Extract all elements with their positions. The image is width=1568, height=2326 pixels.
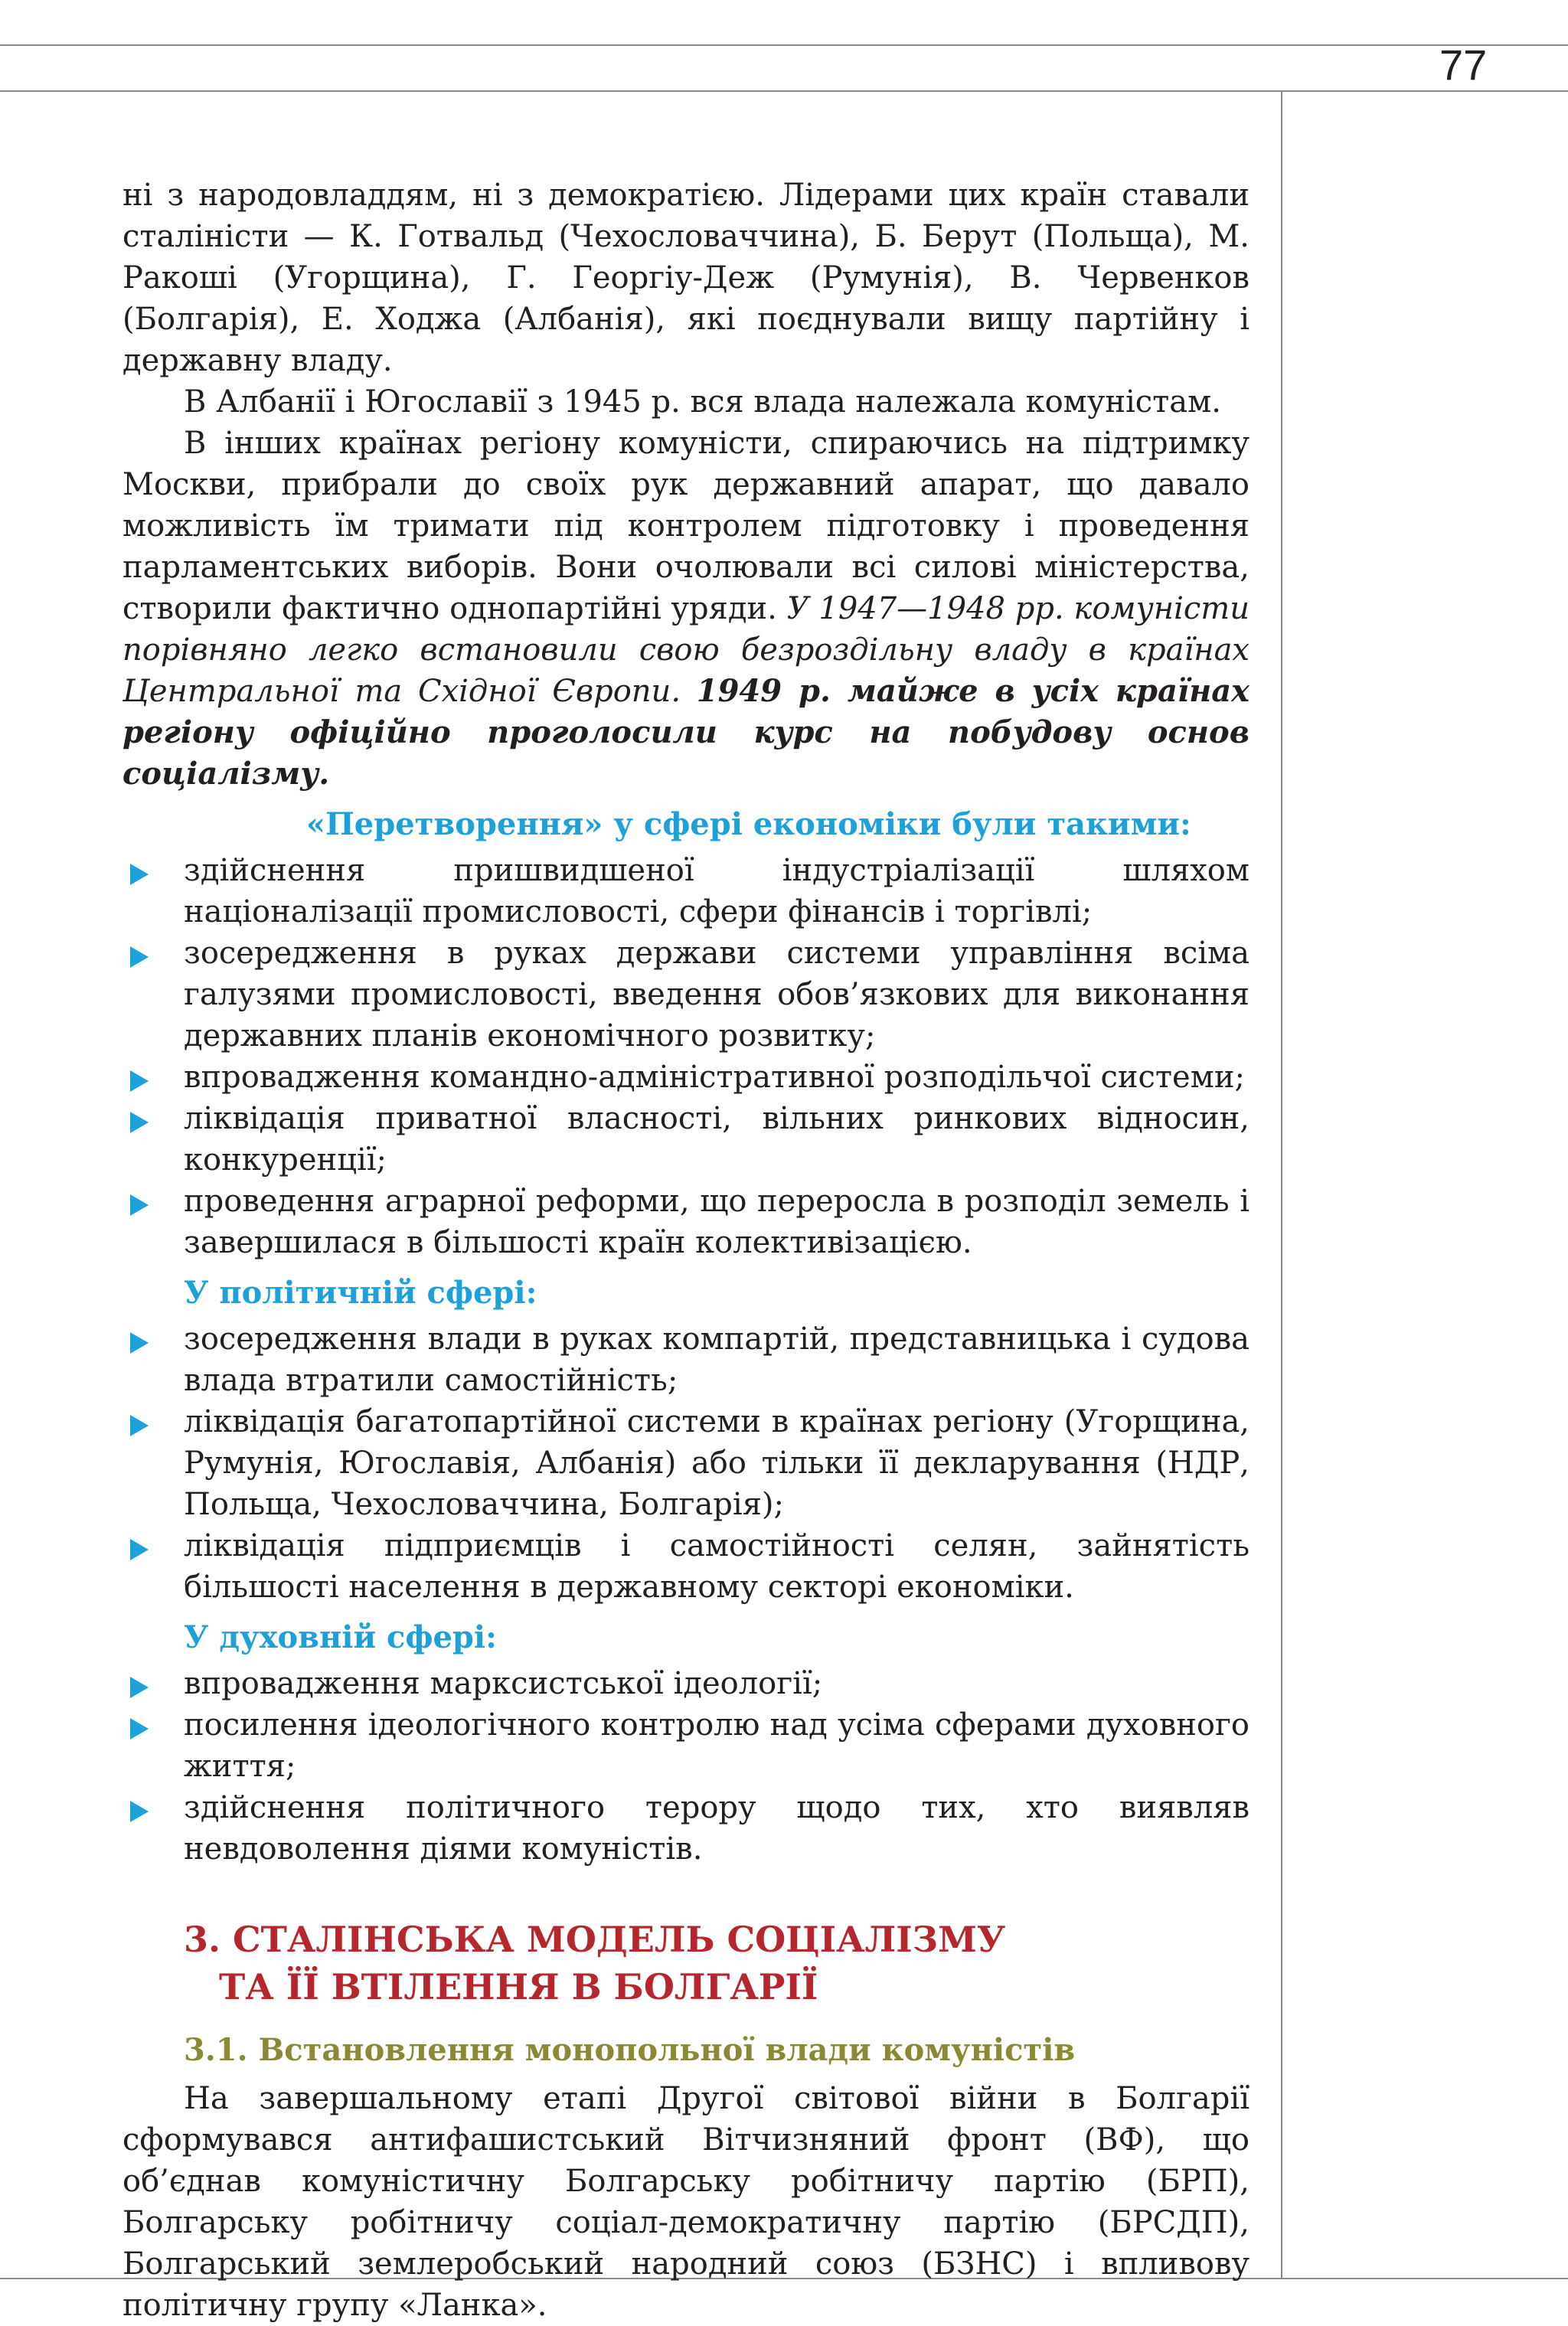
list-item-text: здійснення політичного терору щодо тих, хто виявляв невдоволення діями комуністів. [184,1790,1250,1867]
page-content [122,175,1250,2326]
header-top-rule [0,44,1568,46]
list-item-text: впровадження командно-адміністративної розподільчої системи; [184,1060,1245,1095]
header-bottom-rule [0,90,1568,92]
triangle-bullet-icon [130,946,149,968]
paragraph-2: В Албанії і Югославії з 1945 р. вся влада належала комуністам. [184,384,1221,420]
paragraph-3 [122,423,1250,795]
list-item [122,1704,1250,1787]
list-item [122,1401,1250,1525]
triangle-bullet-icon [130,1415,149,1436]
section-3-title [184,1916,1250,2011]
triangle-bullet-icon [130,1677,149,1698]
list-item [122,850,1250,933]
section-3-1-paragraph: На завершальному етапі Другої світової війни в Болгарії сформувався антифашистський Вітчизняний фронт (ВФ), що об’єднав комуністичну Болгарську робітничу партію (БРП), Болгарську робітничу соціал-демократичну партію (БРСДП), Болгарський землеробський народний союз (БЗНС) і впливову політичну групу «Ланка». [122,2081,1250,2323]
economy-heading: «Перетворення» у сфері економіки були такими: [306,806,1191,842]
triangle-bullet-icon [130,1332,149,1354]
list-item-text: проведення аграрної реформи, що переросла в розподіл земель і завершилася в більшості країн колективізацією. [184,1184,1250,1260]
paragraph-3-bold-italic: 1949 р. майже в усіх країнах регіону офіційно проголосили курс на побудову основ соціалізму. [122,673,1250,792]
spiritual-list [122,1663,1250,1870]
spiritual-heading: У духовній сфері: [184,1619,497,1655]
triangle-bullet-icon [130,1194,149,1216]
economy-list [122,850,1250,1263]
triangle-bullet-icon [130,1112,149,1133]
triangle-bullet-icon [130,1070,149,1092]
list-item-text: ліквідація багатопартійної системи в країнах регіону (Угорщина, Румунія, Югославія, Албанія) або тільки її декларування (НДР, Польща, Чехословаччина, Болгарія); [184,1404,1250,1522]
politics-heading: У політичній сфері: [184,1275,537,1311]
list-item-text: ліквідація приватної власності, вільних ринкових відносин, конкуренції; [184,1101,1250,1178]
list-item [122,933,1250,1057]
section-3-1-title: 3.1. Встановлення монопольної влади комуністів [184,2032,1076,2068]
list-item-text: посилення ідеологічного контролю над усіма сферами духовного життя; [184,1707,1250,1784]
triangle-bullet-icon [130,1539,149,1560]
list-item-text: впровадження марксистської ідеології; [184,1666,823,1701]
list-item-text: ліквідація підприємців і самостійності селян, зайнятість більшості населення в державному секторі економіки. [184,1528,1250,1605]
margin-vertical-rule [1281,90,1282,2279]
paragraph-3-italic: У 1947—1948 рр. комуністи порівняно легко встановили свою безроздільну владу в країнах Центральної та Східної Європи. [122,591,1250,709]
section-3-title-line-2: ТА ЇЇ ВТІЛЕННЯ В БОЛГАРІЇ [219,1966,818,2007]
list-item [122,1318,1250,1401]
section-3-title-line-1: 3. СТАЛІНСЬКА МОДЕЛЬ СОЦІАЛІЗМУ [184,1919,1006,1960]
paragraph-3-plain: В інших країнах регіону комуністи, спираючись на підтримку Москви, прибрали до своїх рук державний апарат, що давало можливість їм тримати під контролем підготовку і проведення парламентських виборів. Вони очолювали всі силові міністерства, створили фактично однопартійні уряди. [122,426,1250,626]
list-item [122,1525,1250,1608]
list-item-text: зосередження в руках держави системи управління всіма галузями промисловості, введення обов’язкових для виконання державних планів економічного розвитку; [184,936,1250,1054]
triangle-bullet-icon [130,1801,149,1822]
list-item-text: здійснення пришвидшеної індустріалізації шляхом націоналізації промисловості, сфери фінансів і торгівлі; [184,853,1250,929]
triangle-bullet-icon [130,864,149,885]
list-item [122,1663,1250,1704]
list-item-text: зосередження влади в руках компартій, представницька і судова влада втратили самостійність; [184,1321,1250,1398]
page-number: 77 [1439,41,1488,89]
list-item [122,1181,1250,1263]
politics-list [122,1318,1250,1608]
list-item [122,1787,1250,1870]
list-item [122,1057,1250,1098]
triangle-bullet-icon [130,1718,149,1740]
list-item [122,1098,1250,1181]
paragraph-1: ні з народовладдям, ні з демократією. Лідерами цих країн ставали сталіністи — К. Готвальд (Чехословаччина), Б. Берут (Польща), М. Ракоші (Угорщина), Г. Георгіу-Деж (Румунія), В. Червенков (Болгарія), Е. Ходжа (Албанія), які поєднували вищу партійну і державну владу. [122,178,1250,378]
